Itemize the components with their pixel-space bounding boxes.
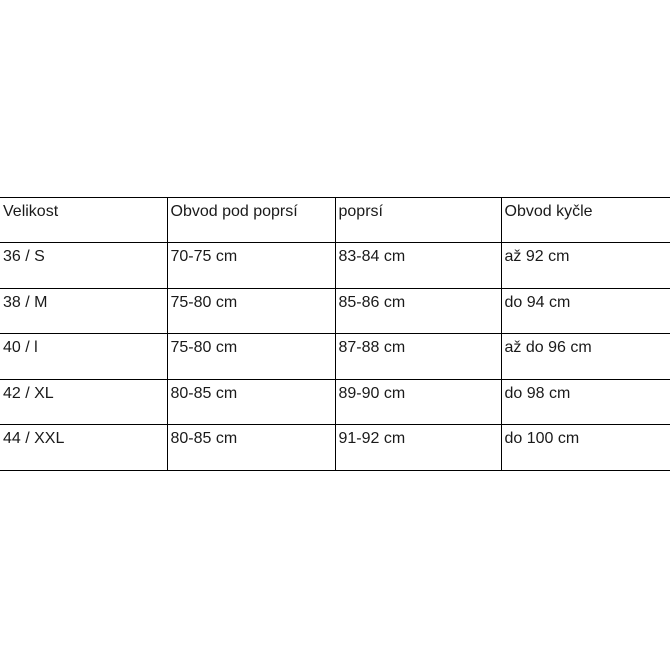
header-underbust: Obvod pod poprsí — [167, 198, 335, 243]
cell-hips: do 94 cm — [501, 288, 670, 334]
cell-bust: 89-90 cm — [335, 379, 501, 425]
table-row — [0, 288, 670, 334]
size-chart-table — [0, 197, 670, 471]
table-row — [0, 379, 670, 425]
cell-hips: až 92 cm — [501, 243, 670, 289]
table-row — [0, 425, 670, 471]
cell-size: 44 / XXL — [0, 425, 167, 471]
table-header-row — [0, 198, 670, 243]
header-size: Velikost — [0, 198, 167, 243]
table-row — [0, 243, 670, 289]
cell-underbust: 80-85 cm — [167, 425, 335, 471]
cell-bust: 85-86 cm — [335, 288, 501, 334]
cell-underbust: 80-85 cm — [167, 379, 335, 425]
cell-bust: 87-88 cm — [335, 334, 501, 380]
cell-size: 40 / l — [0, 334, 167, 380]
cell-hips: až do 96 cm — [501, 334, 670, 380]
cell-hips: do 100 cm — [501, 425, 670, 471]
cell-underbust: 70-75 cm — [167, 243, 335, 289]
cell-size: 38 / M — [0, 288, 167, 334]
cell-underbust: 75-80 cm — [167, 288, 335, 334]
header-hips: Obvod kyčle — [501, 198, 670, 243]
cell-size: 42 / XL — [0, 379, 167, 425]
header-bust: poprsí — [335, 198, 501, 243]
cell-bust: 83-84 cm — [335, 243, 501, 289]
cell-underbust: 75-80 cm — [167, 334, 335, 380]
cell-bust: 91-92 cm — [335, 425, 501, 471]
cell-hips: do 98 cm — [501, 379, 670, 425]
cell-size: 36 / S — [0, 243, 167, 289]
table-row — [0, 334, 670, 380]
